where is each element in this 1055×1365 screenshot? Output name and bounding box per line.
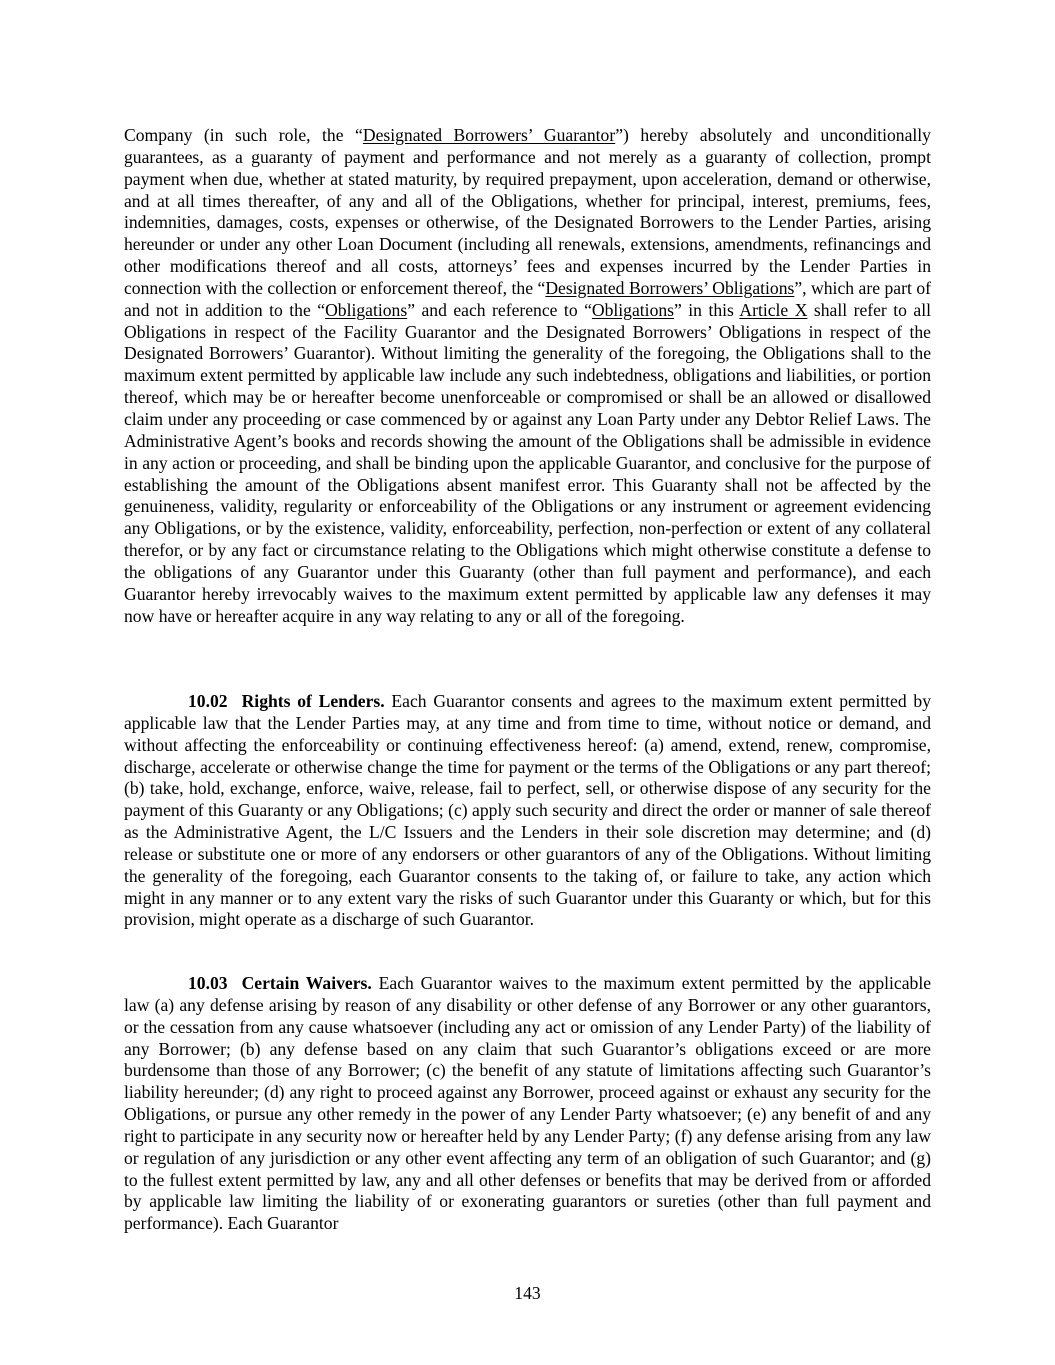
defined-term-obligations-reference: Obligations <box>591 299 675 320</box>
section-number: 10.02 <box>188 691 228 711</box>
page-number: 143 <box>514 1283 541 1303</box>
section-body: Each Guarantor waives to the maximum extent permitted by the applicable law (a) any defense arising by reason of any disability or other defense of any Borrower or any other guarantors, or the cessation from any cause whatsoever (including any act or omission of any Lender Party) of the liability of any Borrower; (b) any defense based on any claim that such Guarantor’s obligations exceed or are more burdensome than those of any Borrower; (c) the benefit of any statute of limitations affecting such Guarantor’s liability hereunder; (d) any right to proceed against any Borrower, proceed against or exhaust any security for the Obligations, or pursue any other remedy in the power of any Lender Party whatsoever; (e) any benefit of and any right to participate in any security now or hereafter held by any Lender Party; (f) any defense arising from any law or regulation of any jurisdiction or any other event affecting any term of an obligation of such Guarantor; and (g) to the fullest extent permitted by law, any and all other defenses or benefits that may be derived from or afforded by applicable law limiting the liability of or exonerating guarantors or sureties (other than full payment and performance). Each Guarantor <box>124 973 932 1234</box>
text-run: shall refer to all Obligations in respect of the Facility Guarantor and the Designated Borrowers’ Obligations in respect of the Designated Borrowers’ Guarantor). Without limiting the generality of the foregoing, the Obligations shall to the maximum extent permitted by applicable law include any such indebtedness, obligations and liabilities, or portion thereof, which may be or hereafter become unenforceable or compromised or shall be an allowed or disallowed claim under any proceeding or case commenced by or against any Loan Party under any Debtor Relief Laws. The Administrative Agent’s books and records showing the amount of the Obligations shall be admissible in evidence in any action or proceeding, and shall be binding upon the applicable Guarantor, and conclusive for the purpose of establishing the amount of the Obligations absent manifest error. This Guaranty shall not be affected by the genuineness, validity, regularity or enforceability of the Obligations or any instrument or agreement evidencing any Obligations, or by the existence, validity, enforceability, perfection, non-perfection or extent of any collateral therefor, or by any fact or circumstance relating to the Obligations which might otherwise constitute a defense to the obligations of any Guarantor under this Guaranty (other than full payment and performance), and each Guarantor hereby irrevocably waives to the maximum extent permitted by applicable law any defenses it may now have or hereafter acquire in any way relating to any or all of the foregoing. <box>124 299 932 626</box>
defined-term-designated-borrowers-guarantor: Designated Borrowers’ Guarantor <box>362 125 616 145</box>
text-run: Company (in such role, the “ <box>124 125 363 145</box>
text-run: ” and each reference to “ <box>407 299 592 320</box>
text-run: ”) hereby absolutely and unconditionally guarantees, as a guaranty of payment and performance and not merely as a guaranty of collection, prompt payment when due, whether at stated maturity, by required prepayment, upon acceleration, demand or otherwise, and at all times thereafter, of any and all of the Obligations, whether for principal, interest, premiums, fees, indemnities, damages, costs, expenses or otherwise, of the Designated Borrowers to the Lender Parties, arising hereunder or under any other Loan Document (including all renewals, extensions, amendments, refinancings and other modifications thereof and all costs, attorneys’ fees and expenses incurred by the Lender Parties in connection with the collection or enforcement thereof, the “ <box>124 125 931 298</box>
section-10-02 <box>124 691 931 931</box>
section-10-03 <box>124 973 931 1235</box>
section-heading: Certain Waivers. <box>241 973 372 993</box>
defined-term-obligations: Obligations <box>325 299 408 320</box>
text-run: ” in this <box>674 299 740 320</box>
section-heading: Rights of Lenders. <box>241 691 385 711</box>
section-body: Each Guarantor consents and agrees to the maximum extent permitted by applicable law that the Lender Parties may, at any time and from time to time, without notice or demand, and without affecting the enforceability or continuing effectiveness hereof: (a) amend, extend, renew, compromise, discharge, accelerate or otherwise change the time for payment or the terms of the Obligations or any part thereof; (b) take, hold, exchange, enforce, waive, release, fail to perfect, sell, or otherwise dispose of any security for the payment of this Guaranty or any Obligations; (c) apply such security and direct the order or manner of sale thereof as the Administrative Agent, the L/C Issuers and the Lenders in their sole discretion may determine; and (d) release or substitute one or more of any endorsers or other guarantors of any of the Obligations. Without limiting the generality of the foregoing, each Guarantor consents to the taking of, or failure to take, any action which might in any manner or to any extent vary the risks of such Guarantor under this Guaranty or which, but for this provision, might operate as a discharge of such Guarantor. <box>124 691 931 930</box>
paragraph-guaranty-continued <box>124 125 931 627</box>
article-reference: Article X <box>739 299 808 320</box>
section-number: 10.03 <box>188 973 228 993</box>
text-run: ”, which are part of and not in addition to the “ <box>124 277 931 320</box>
defined-term-designated-borrowers-obligations: Designated Borrowers’ Obligations <box>545 277 795 298</box>
